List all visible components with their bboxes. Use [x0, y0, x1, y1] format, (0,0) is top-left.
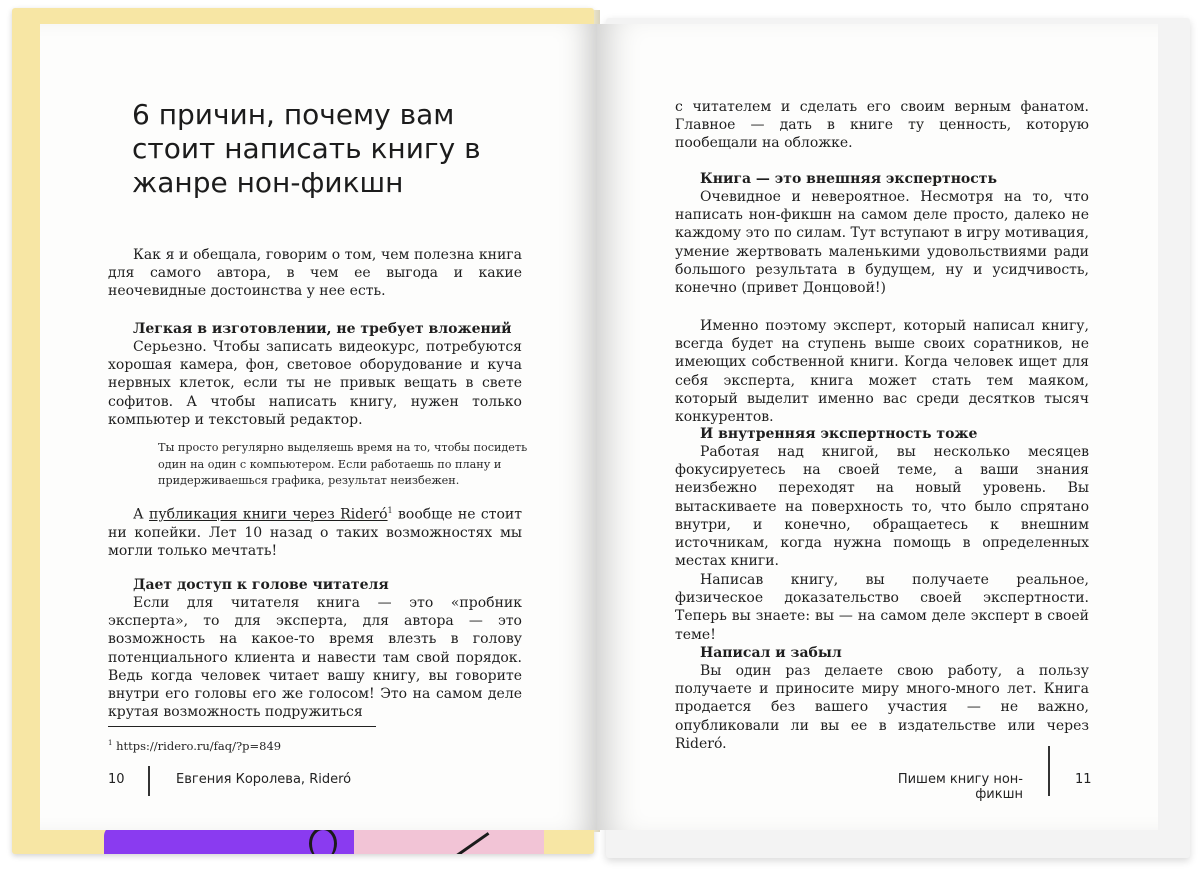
running-head-left: Евгения Королева, Rideró — [176, 772, 352, 787]
footnote-url[interactable]: https://ridero.ru/faq/?p=849 — [112, 739, 282, 753]
section-heading-internal: И внутренняя экспертность тоже — [700, 426, 978, 442]
left-page — [40, 24, 597, 830]
section-text-easy: Серьезно. Чтобы записать видеокурс, потребуются хорошая камера, фон, световое оборудование и куча нервных клеток, если ты не привык вещать в свете софитов. А чтобы написать книгу, нужен только компьютер и текстовый редактор. — [108, 339, 522, 428]
publication-paragraph-start: А — [133, 506, 149, 523]
footnote-number: 1 — [108, 739, 113, 748]
cover-illustration-stroke — [309, 827, 337, 854]
intro-paragraph: Как я и обещала, говорим о том, чем полезна книга для самого автора, в чем ее выгода и какие неочевидные достоинства у нее есть. — [108, 247, 522, 300]
section-text-reader: Если для читателя книга — это «пробник эксперта», то для эксперта, для автора — это возможность на какое-то время влезть в голову потенциального клиента и навести там свой порядок. Ведь когда человек читает вашу книгу, вы говорите внутри его головы его же голосом! Это на самом деле крутая возможность подружиться — [108, 595, 522, 721]
page-number-right: 11 — [1075, 772, 1092, 787]
section-text-external: Очевидное и невероятное. Несмотря на то, что написать нон-фикшн на самом деле просто, далеко не каждому это по силам. Тут вступают в игру мотивация, умение жертвовать маленькими удовольствиями ради большого результата в будущем, ну и усидчивость, конечно (привет Донцовой!) — [675, 189, 1089, 297]
footnote-divider — [108, 726, 376, 727]
section-heading-forget: Написал и забыл — [700, 645, 842, 661]
right-page — [597, 24, 1158, 830]
section-text-external-2: Именно поэтому эксперт, который написал книгу, всегда будет на ступень выше своих соратников, не имеющих собственной книги. Когда человек ищет для себя эксперта, книга может стать тем маяком, который выделит именно вас среди десятков тысяч конкурентов. — [675, 318, 1089, 426]
section-heading-reader: Дает доступ к голове читателя — [133, 577, 389, 593]
footnote-ref[interactable]: 1 — [387, 506, 393, 515]
section-heading-external: Книга — это внешняя экспертность — [700, 171, 997, 187]
section-text-internal: Работая над книгой, вы несколько месяцев фокусируетесь на своей теме, а ваши знания неизбежно переходят на новый уровень. Вы вытаскиваете на поверхность то, что было спрятано внутри, и конечно, обращаетесь к внешним источникам, когда нужна помощь в определенных местах книги. — [675, 444, 1089, 570]
section-text-forget: Вы один раз делаете свою работу, а пользу получаете и приносите миру много-много лет. Книга продается без вашего участия — не важно, опубликовали ли вы ее в издательстве или через Rideró. — [675, 663, 1089, 752]
ridero-publication-link[interactable]: публикация книги через Rideró — [149, 506, 388, 523]
folio-divider-left — [148, 766, 150, 796]
page-number-left: 10 — [108, 772, 125, 787]
chapter-title: 6 причин, почему вам стоит написать книгу в жанре нон-фикшн — [132, 98, 481, 199]
footnote — [108, 739, 281, 753]
publication-paragraph-end: вообще не стоит ни копейки. Лет 10 назад о таких возможностях мы могли только мечтать! — [108, 506, 522, 560]
section-text-internal-2: Написав книгу, вы получаете реальное, физическое доказательство своей экспертности. Теперь вы знаете: вы — на самом деле эксперт в своей теме! — [675, 572, 1089, 643]
cover-illustration — [104, 826, 544, 854]
side-note: Ты просто регулярно выделяешь время на то, чтобы посидеть один на один с компьютером. Если работаешь по плану и придерживаешься графика, результат неизбежен. — [158, 441, 528, 487]
continuation-paragraph: с читателем и сделать его своим верным фанатом. Главное — дать в книге ту ценность, которую пообещали на обложке. — [675, 99, 1089, 152]
running-head-right: Пишем книгу нон-фикшн — [897, 772, 1023, 802]
cover-illustration-pink-shape — [354, 826, 544, 854]
publication-paragraph — [108, 502, 522, 560]
section-heading-easy: Легкая в изготовлении, не требует вложений — [133, 321, 512, 337]
folio-divider-right — [1048, 746, 1050, 796]
